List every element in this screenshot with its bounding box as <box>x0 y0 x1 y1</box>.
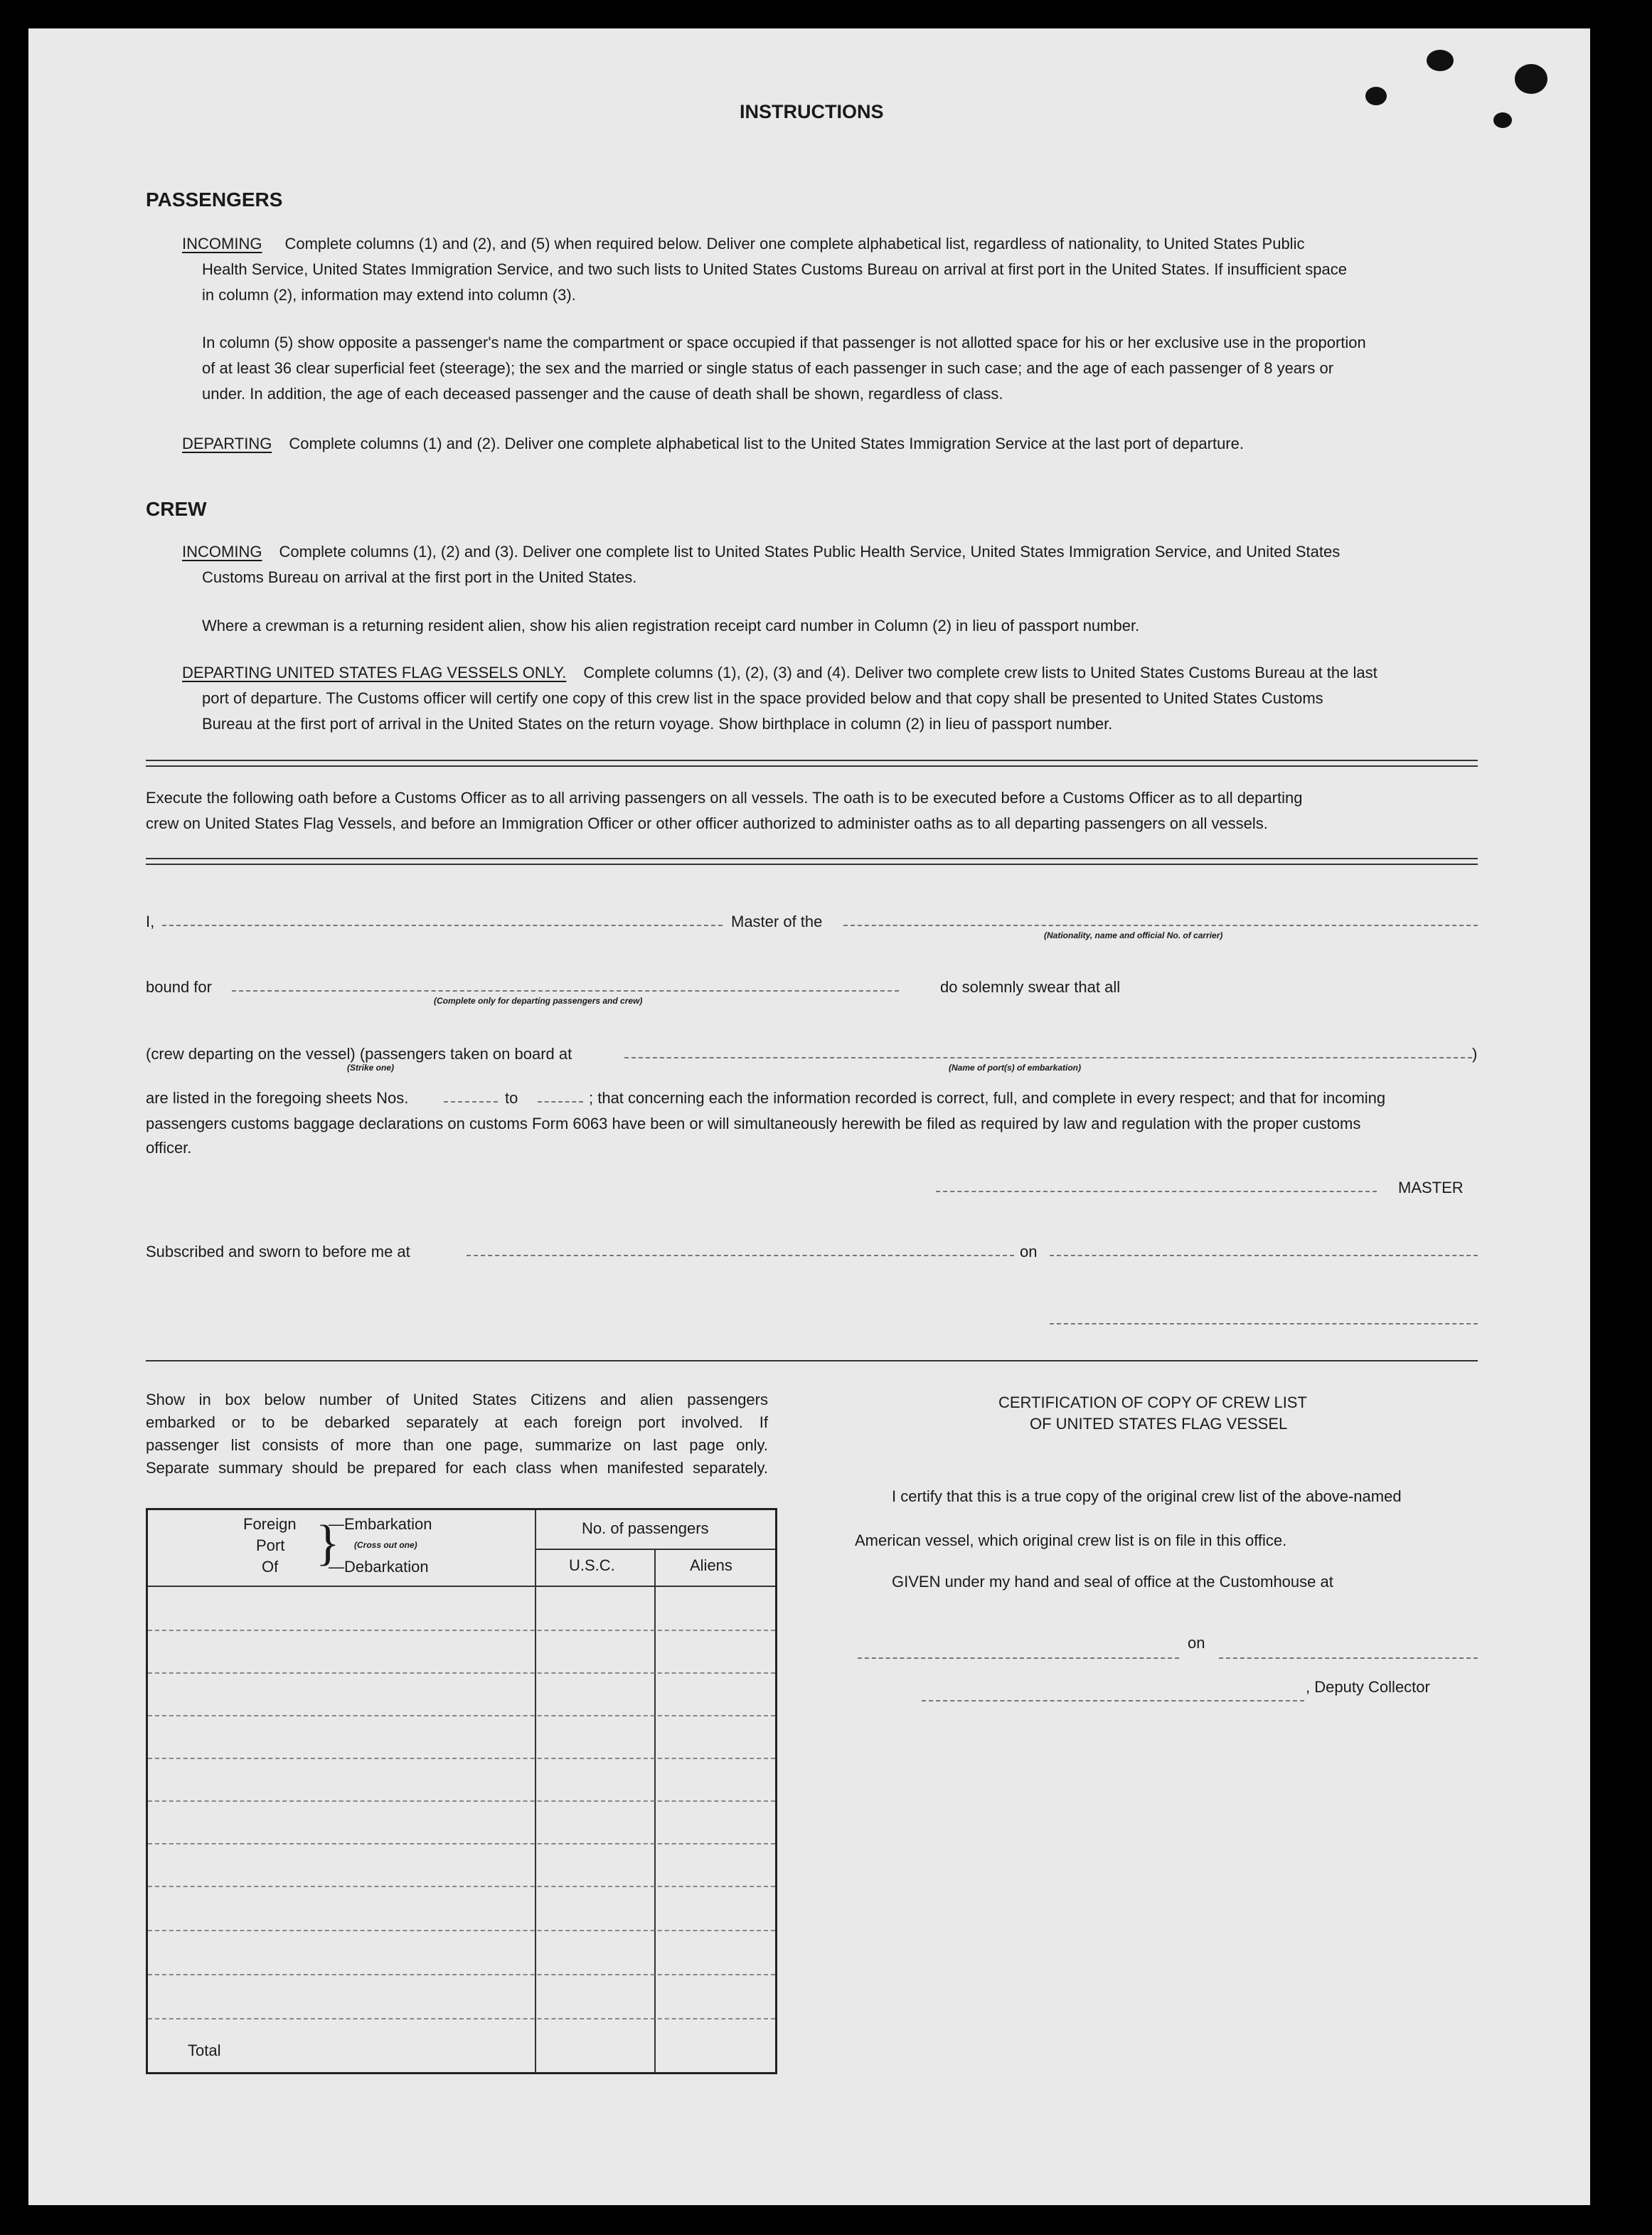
table-row[interactable] <box>148 1630 775 1631</box>
table-row[interactable] <box>148 1672 775 1674</box>
crew-departing-line-3: Bureau at the first port of arrival in the United States on the return voyage. Show birthplace in column (2) in lieu of passport number. <box>202 715 1113 733</box>
aliens-header: Aliens <box>690 1556 732 1574</box>
crew-heading: CREW <box>146 498 207 520</box>
subscribed-label: Subscribed and sworn to before me at <box>146 1243 410 1260</box>
ports-note: (Name of port(s) of embarkation) <box>949 1063 1082 1073</box>
summary-line-2: embarked or to be debarked separately at each foreign port involved. If <box>146 1413 768 1431</box>
officer-text: officer. <box>146 1139 192 1157</box>
crew-incoming-label: INCOMING <box>182 543 262 561</box>
oath-i-label: I, <box>146 913 155 930</box>
oath-intro-line-2: crew on United States Flag Vessels, and before an Immigration Officer or other officer authorized to administer oaths as to all departing passengers on all vessels. <box>146 814 1268 832</box>
customhouse-field[interactable] <box>858 1657 1179 1659</box>
crew-departing-line-2: port of departure. The Customs officer will certify one copy of this crew list in the space provided below and that copy shall be presented to United States Customs <box>202 689 1323 707</box>
crew-incoming-block <box>182 539 1340 565</box>
carrier-field[interactable] <box>843 925 1478 926</box>
table-column-divider <box>654 1549 656 2072</box>
passengers-incoming-text: Complete columns (1) and (2), and (5) when required below. Deliver one complete alphabetical list, regardless of nationality, to United States Public <box>284 235 1305 253</box>
table-row[interactable] <box>148 1930 775 1931</box>
crew-passengers-label: (crew departing on the vessel) (passengers taken on board at <box>146 1045 572 1063</box>
sworn-place-field[interactable] <box>467 1255 1014 1256</box>
column5-line-1: In column (5) show opposite a passenger's name the compartment or space occupied if that passenger is not allotted space for his or her exclusive use in the proportion <box>202 334 1366 351</box>
crew-departing-block <box>182 660 1377 686</box>
ink-blot-decoration <box>1493 112 1512 128</box>
certification-title-1: CERTIFICATION OF COPY OF CREW LIST <box>998 1393 1307 1411</box>
sheet-from-field[interactable] <box>444 1101 498 1103</box>
passengers-incoming-line-3: in column (2), information may extend into column (3). <box>202 286 576 304</box>
debarkation-label: —Debarkation <box>329 1558 429 1576</box>
master-signature-field[interactable] <box>936 1191 1377 1192</box>
summary-line-1: Show in box below number of United States Citizens and alien passengers <box>146 1391 768 1408</box>
certification-text-1: I certify that this is a true copy of the original crew list of the above-named <box>892 1487 1402 1505</box>
brace-icon: } <box>316 1516 340 1571</box>
ink-blot-decoration <box>1365 87 1387 105</box>
swear-text: do solemnly swear that all <box>940 978 1121 996</box>
complete-only-note: (Complete only for departing passengers and crew) <box>434 996 643 1006</box>
column5-line-3: under. In addition, the age of each deceased passenger and the cause of death shall be shown, regardless of class. <box>202 385 1003 403</box>
table-row[interactable] <box>148 1758 775 1759</box>
certification-given: GIVEN under my hand and seal of office at the Customhouse at <box>892 1573 1333 1591</box>
to-label: to <box>505 1089 518 1107</box>
baggage-text: passengers customs baggage declarations on customs Form 6063 have been or will simultaneously herewith be filed as required by law and regulation with the proper customs <box>146 1115 1361 1132</box>
embarkation-ports-field[interactable] <box>624 1057 1472 1058</box>
listed-in-label: are listed in the foregoing sheets Nos. <box>146 1089 409 1107</box>
table-header-divider <box>535 1549 775 1550</box>
embarkation-label: —Embarkation <box>329 1515 432 1533</box>
passengers-departing-label: DEPARTING <box>182 435 272 452</box>
table-row[interactable] <box>148 1843 775 1844</box>
certification-title-2: OF UNITED STATES FLAG VESSEL <box>1030 1415 1288 1433</box>
passengers-departing-block <box>182 431 1244 457</box>
crew-incoming-text: Complete columns (1), (2) and (3). Deliver one complete list to United States Public Health Service, United States Immigration Service, and United States <box>279 543 1341 561</box>
table-row[interactable] <box>148 1974 775 1975</box>
total-label: Total <box>188 2042 221 2059</box>
crew-departing-text: Complete columns (1), (2), (3) and (4). Deliver two complete crew lists to United States Customs Bureau at the last <box>583 664 1377 681</box>
table-row[interactable] <box>148 2018 775 2019</box>
summary-line-4: Separate summary should be prepared for each class when manifested separately. <box>146 1459 768 1477</box>
ink-blot-decoration <box>1427 50 1454 71</box>
passenger-summary-table <box>146 1508 777 2074</box>
section-divider <box>146 858 1478 865</box>
summary-line-3: passenger list consists of more than one page, summarize on last page only. <box>146 1436 768 1454</box>
table-header-divider <box>148 1586 775 1587</box>
summary-text <box>146 1389 768 1480</box>
table-column-divider <box>535 1510 536 2072</box>
foreign-label: Foreign <box>243 1515 297 1533</box>
oath-intro-line-1: Execute the following oath before a Customs Officer as to all arriving passengers on all vessels. The oath is to be executed before a Customs Officer as to all departing <box>146 789 1303 807</box>
no-of-passengers-header: No. of passengers <box>582 1519 709 1537</box>
sworn-on-label: on <box>1020 1243 1038 1260</box>
deputy-collector-label: , Deputy Collector <box>1306 1678 1430 1696</box>
passengers-heading: PASSENGERS <box>146 189 283 211</box>
section-divider <box>146 760 1478 767</box>
sworn-date-field[interactable] <box>1050 1255 1478 1256</box>
cross-out-note: (Cross out one) <box>354 1540 417 1550</box>
usc-header: U.S.C. <box>569 1556 615 1574</box>
passengers-incoming-line-2: Health Service, United States Immigration Service, and two such lists to United States Customs Bureau on arrival at first port in the United States. If insufficient space <box>202 260 1348 278</box>
passengers-incoming-block <box>182 231 1478 257</box>
ink-blot-decoration <box>1515 64 1547 94</box>
passengers-incoming-label: INCOMING <box>182 235 262 253</box>
of-label: Of <box>262 1558 279 1576</box>
page-title: INSTRUCTIONS <box>740 101 884 122</box>
concerning-text: ; that concerning each the information recorded is correct, full, and complete in every respect; and that for incoming <box>589 1089 1386 1107</box>
officer-signature-field[interactable] <box>1050 1323 1478 1324</box>
deputy-collector-field[interactable] <box>922 1700 1304 1702</box>
certification-date-field[interactable] <box>1219 1657 1478 1659</box>
bound-for-label: bound for <box>146 978 212 996</box>
master-label: MASTER <box>1398 1179 1464 1196</box>
port-label: Port <box>256 1536 285 1554</box>
certification-on-label: on <box>1188 1634 1205 1652</box>
close-paren: ) <box>1472 1045 1478 1063</box>
crew-resident-text: Where a crewman is a returning resident alien, show his alien registration receipt card number in Column (2) in lieu of passport number. <box>202 617 1140 635</box>
table-row[interactable] <box>148 1800 775 1802</box>
master-name-field[interactable] <box>162 925 723 926</box>
table-row[interactable] <box>148 1886 775 1887</box>
section-divider <box>146 1360 1478 1361</box>
crew-departing-label: DEPARTING UNITED STATES FLAG VESSELS ONLY. <box>182 664 567 681</box>
table-row[interactable] <box>148 1715 775 1716</box>
sheet-to-field[interactable] <box>538 1101 583 1103</box>
certification-text-2: American vessel, which original crew list is on file in this office. <box>855 1531 1287 1549</box>
column5-line-2: of at least 36 clear superficial feet (steerage); the sex and the married or single status of each passenger in such case; and the age of each passenger of 8 years or <box>202 359 1334 377</box>
crew-incoming-line-2: Customs Bureau on arrival at the first port in the United States. <box>202 568 637 586</box>
master-of-the-label: Master of the <box>731 913 823 930</box>
strike-one-note: (Strike one) <box>347 1063 395 1073</box>
nationality-note: (Nationality, name and official No. of carrier) <box>1044 930 1223 940</box>
passengers-departing-text: Complete columns (1) and (2). Deliver one complete alphabetical list to the United States Immigration Service at the last port of departure. <box>289 435 1244 452</box>
bound-for-field[interactable] <box>232 990 899 992</box>
